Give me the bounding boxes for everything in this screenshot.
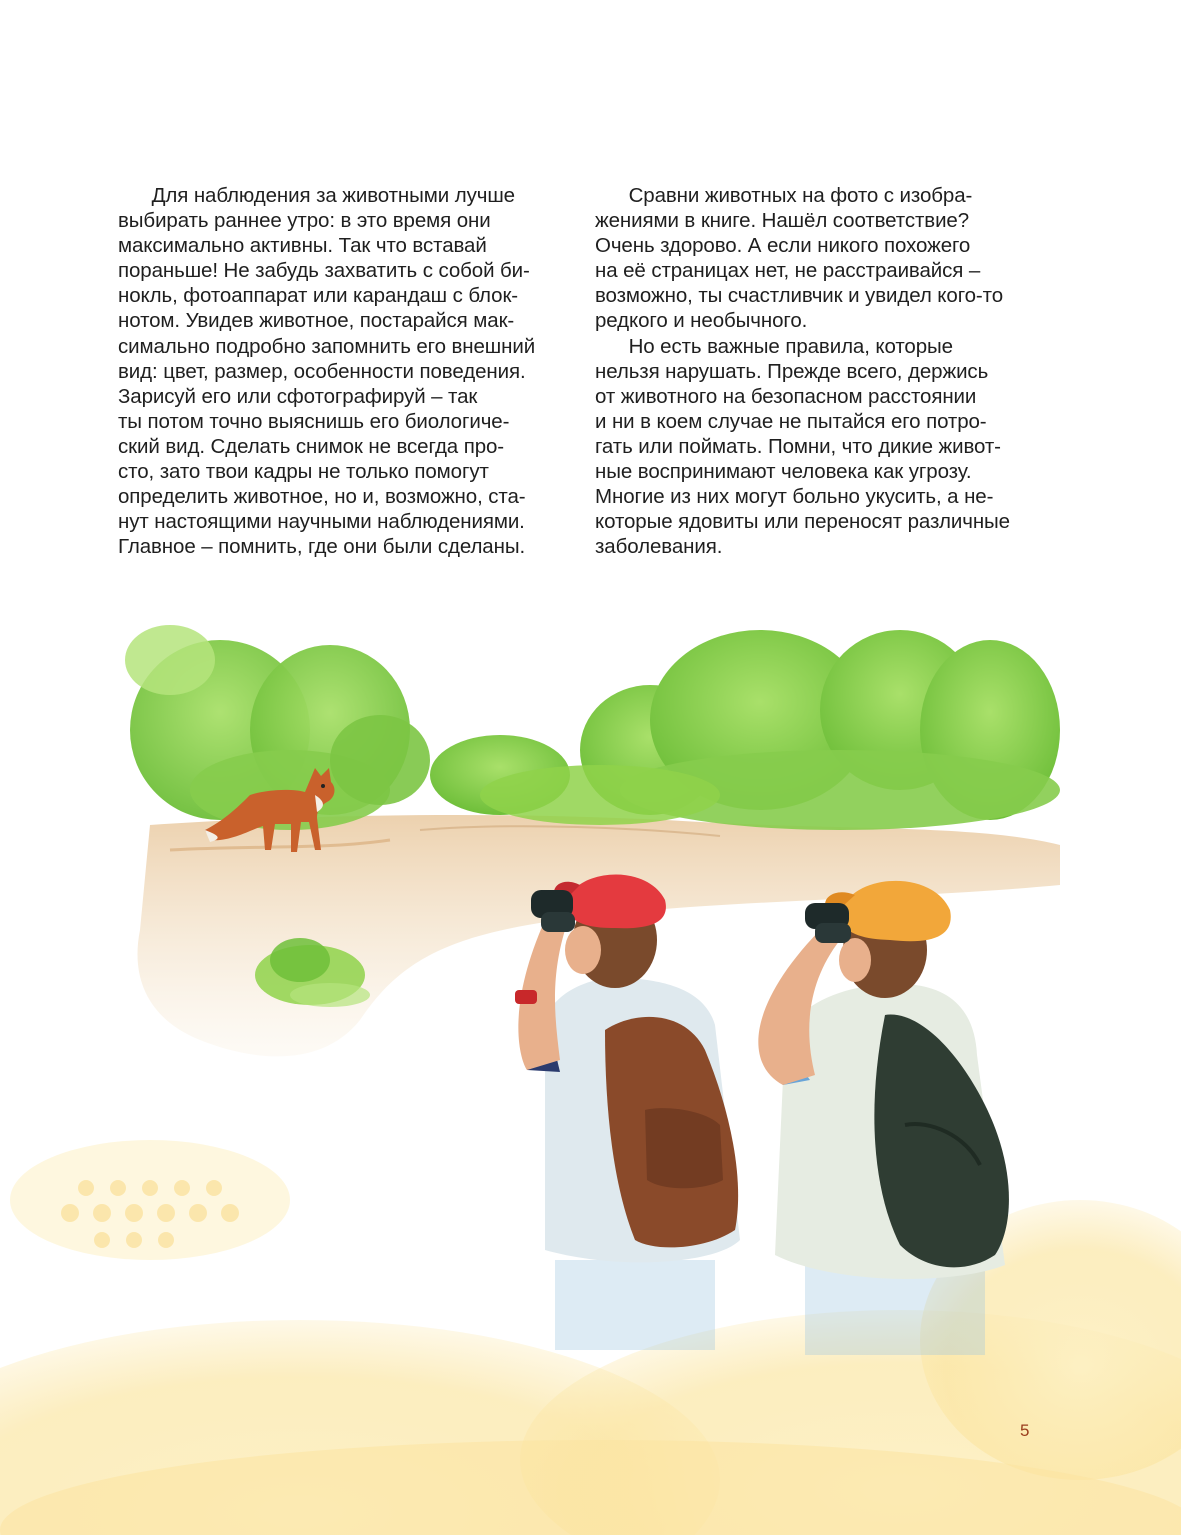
binoculars-icon xyxy=(531,890,575,932)
text-line: Зарисуй его или сфотографируй – так xyxy=(118,384,478,408)
text-line: на её страницах нет, не расстраивайся – xyxy=(595,259,981,283)
text-line: жениями в книге. Нашёл соответствие? xyxy=(595,209,970,233)
text-line: Но есть важные правила, которые xyxy=(595,334,953,358)
text-line: нотом. Увидев животное, постарайся мак- xyxy=(118,309,515,333)
text-line: симально подробно запомнить его внешний xyxy=(118,334,536,358)
text-line: Многие из них могут больно укусить, а не- xyxy=(595,485,994,509)
bushes-right xyxy=(430,630,1060,830)
binoculars-icon xyxy=(805,903,851,943)
text-line: ные воспринимают человека как угрозу. xyxy=(595,460,972,484)
text-line: нут настоящими научными наблюдениями. xyxy=(118,510,525,534)
text-line: редкого и необычного. xyxy=(595,309,808,333)
text-line: от животного на безопасном расстоянии xyxy=(595,384,977,408)
text-line: возможно, ты счастливчик и увидел кого-то xyxy=(595,284,1004,308)
text-line: гать или поймать. Помни, что дикие живот- xyxy=(595,434,1001,458)
text-line: нокль, фотоаппарат или карандаш с блок- xyxy=(118,284,519,308)
text-line: ты потом точно выяснишь его биологиче- xyxy=(118,409,510,433)
watercolor-illustration xyxy=(0,600,1181,1535)
left-text-column xyxy=(118,183,563,559)
text-line: Сравни животных на фото с изобра- xyxy=(595,184,973,207)
boy-orange-cap-icon xyxy=(758,881,1009,1355)
text-line: Для наблюдения за животными лучше xyxy=(118,184,515,207)
text-line: ский вид. Сделать снимок не всегда про- xyxy=(118,434,505,458)
text-line: которые ядовиты или переносят различные xyxy=(595,510,1010,534)
text-line: пораньше! Не забудь захватить с собой би- xyxy=(118,259,530,283)
text-line: заболевания. xyxy=(595,535,723,559)
text-line: Главное – помнить, где они были сделаны. xyxy=(118,535,526,559)
text-line: сто, зато твои кадры не только помогут xyxy=(118,460,489,484)
page-number: 5 xyxy=(1020,1421,1030,1440)
boy-red-cap-icon xyxy=(515,875,740,1350)
text-line: определить животное, но и, возможно, ста- xyxy=(118,485,526,509)
text-line: выбирать раннее утро: в это время они xyxy=(118,209,491,233)
text-line: нельзя нарушать. Прежде всего, держись xyxy=(595,359,989,383)
right-text-column xyxy=(595,183,1040,559)
text-line: Очень здорово. А если никого похожего xyxy=(595,234,971,258)
text-line: вид: цвет, размер, особенности поведения. xyxy=(118,359,526,383)
text-line: максимально активны. Так что вставай xyxy=(118,234,487,258)
text-line: и ни в коем случае не пытайся его потро- xyxy=(595,409,987,433)
